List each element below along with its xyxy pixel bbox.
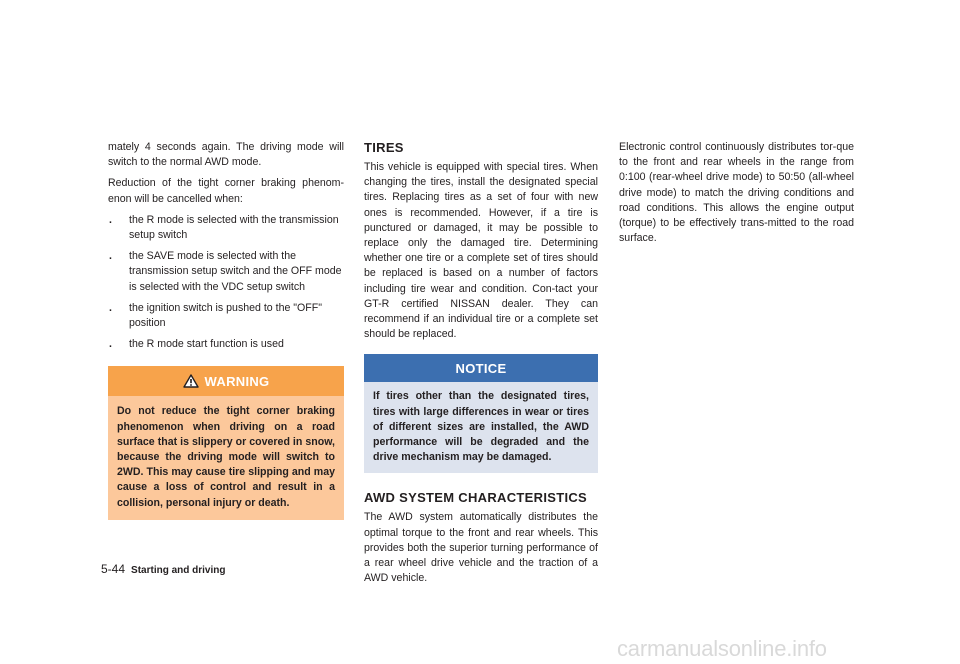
section-heading-tires: TIRES: [364, 140, 404, 155]
warning-triangle-icon: [183, 374, 199, 388]
notice-text: If tires other than the designated tires, tires with large differences in wear or tires of different sizes are installed, the AWD performance will be degraded and the drive mechanism may be damaged.: [373, 390, 589, 464]
chapter-title: Starting and driving: [131, 565, 226, 576]
paragraph: This vehicle is equipped with special tires. When changing the tires, install the designated special tires. Replacing tires as a set of four with new ones is recommended. However, if a tire is punctured or damaged, it may be possible to replace only the damaged tire. Determining whether one tire or a complete set of tires should be replaced is based on a number of factors including tire wear and condition. Con-tact your GT-R certified NISSAN dealer. They can recommend if an individual tire or a complete set should be replaced.: [364, 161, 598, 341]
bullet-icon: .: [109, 250, 112, 263]
page-number: 5-44: [101, 562, 126, 576]
list-item: [108, 249, 344, 295]
bullet-icon: .: [109, 301, 112, 314]
list-item-text: the SAVE mode is selected with the transmission setup switch and the OFF mode is selected with the VDC setup switch: [129, 250, 342, 293]
list-item: [108, 337, 344, 352]
middle-column: [364, 140, 598, 592]
list-item-text: the ignition switch is pushed to the "OFF" position: [129, 301, 323, 330]
bullet-list: [108, 213, 344, 353]
warning-header: [108, 366, 344, 396]
warning-text: Do not reduce the tight corner braking phenomenon when driving on a road surface that is slippery or covered in snow, because the driving mode will switch to 2WD. This may cause tire slipping and may cause a loss of control and result in a collision, personal injury or death.: [117, 405, 335, 509]
bullet-icon: .: [109, 213, 112, 226]
notice-box: [364, 354, 598, 473]
paragraph: Reduction of the tight corner braking phenom-enon will be cancelled when:: [108, 177, 344, 205]
list-item-text: the R mode is selected with the transmission setup switch: [129, 213, 339, 242]
paragraph: Electronic control continuously distributes tor-que to the front and rear wheels in the range from 0:100 (rear-wheel drive mode) to 50:50 (all-wheel drive mode) to match the driving conditions and road conditions. This allows the engine output (torque) to be effectively trans-mitted to the road surface.: [619, 141, 854, 245]
list-item-text: the R mode start function is used: [129, 338, 284, 351]
right-column: [619, 140, 854, 252]
paragraph: The AWD system automatically distributes the optimal torque to the front and rear wheels. This provides both the superior turning performance of a rear wheel drive vehicle and the traction of a AWD vehicle.: [364, 511, 598, 585]
warning-box: [108, 366, 344, 519]
left-column: [108, 140, 344, 520]
paragraph: mately 4 seconds again. The driving mode will switch to the normal AWD mode.: [108, 141, 344, 169]
list-item: [108, 213, 344, 243]
page-footer: [101, 562, 225, 576]
list-item: [108, 301, 344, 331]
bullet-icon: .: [109, 338, 112, 351]
notice-header: NOTICE: [364, 354, 598, 382]
warning-title: WARNING: [204, 373, 270, 389]
watermark: carmanualsonline.info: [617, 636, 827, 661]
section-heading-awd: AWD SYSTEM CHARACTERISTICS: [364, 490, 588, 506]
